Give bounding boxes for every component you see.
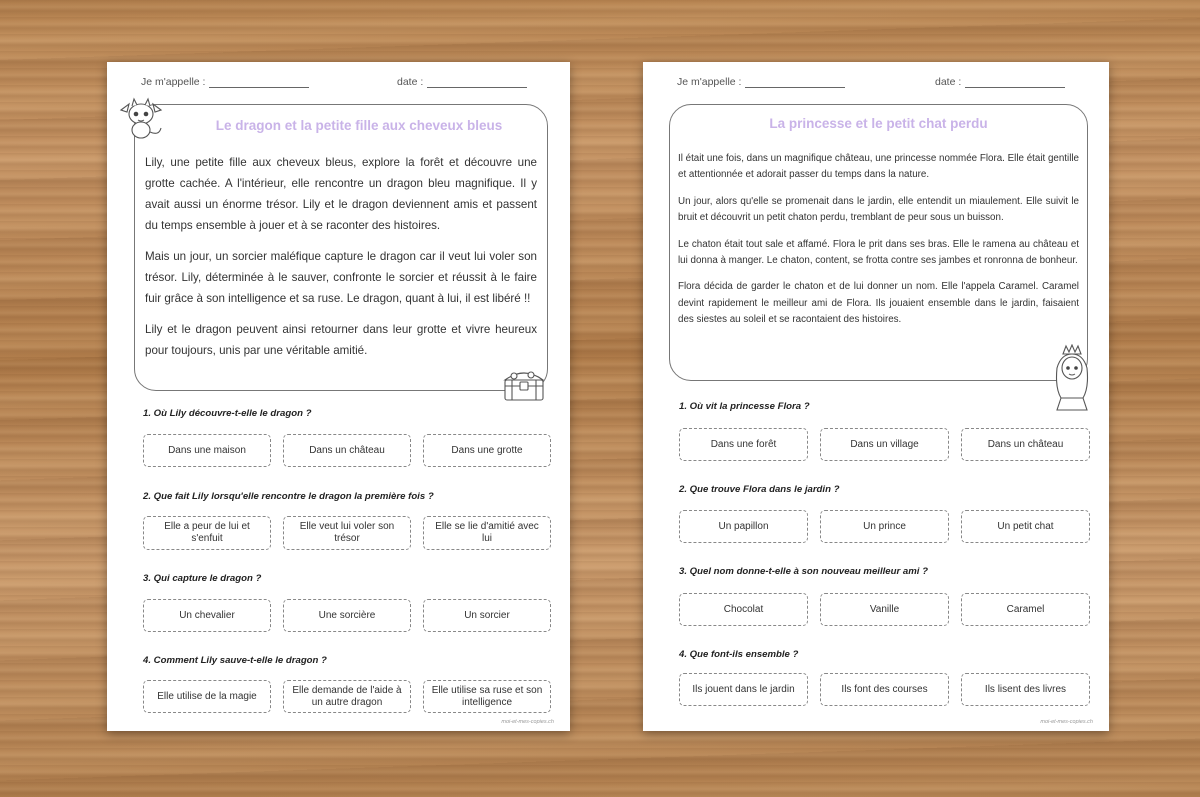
- question-2: 2. Que fait Lily lorsqu'elle rencontre le dragon la première fois ?: [143, 491, 434, 502]
- answer-option[interactable]: Dans une maison: [143, 434, 271, 467]
- answer-option[interactable]: Caramel: [961, 593, 1090, 626]
- answer-option[interactable]: Elle utilise sa ruse et son intelligence: [423, 680, 551, 713]
- story-text: [145, 152, 537, 361]
- name-label: Je m'appelle :: [677, 76, 742, 88]
- answer-option[interactable]: Dans un château: [283, 434, 411, 467]
- answer-option[interactable]: Ils font des courses: [820, 673, 949, 706]
- question-3: 3. Qui capture le dragon ?: [143, 573, 262, 584]
- answer-option[interactable]: Un prince: [820, 510, 949, 543]
- date-field[interactable]: [397, 76, 527, 88]
- story-box: [669, 104, 1088, 381]
- answer-option[interactable]: Elle a peur de lui et s'enfuit: [143, 516, 271, 550]
- credit: moi-et-mes-copies.ch: [1040, 719, 1093, 725]
- question-3: 3. Quel nom donne-t-elle à son nouveau meilleur ami ?: [679, 566, 928, 577]
- answer-option[interactable]: Ils lisent des livres: [961, 673, 1090, 706]
- story-box: [134, 104, 548, 391]
- name-label: Je m'appelle :: [141, 76, 206, 88]
- question-4: 4. Que font-ils ensemble ?: [679, 649, 799, 660]
- answer-option[interactable]: Dans un château: [961, 428, 1090, 461]
- story-paragraph: Lily, une petite fille aux cheveux bleus, explore la forêt et découvre une grotte cachée. A l'intérieur, elle rencontre un dragon bleu magnifique. Il y avait aussi un énorme trésor. Lily et le dragon deviennent amis et passent du temps ensemble à jouer et à se raconter des histoires.: [145, 156, 537, 232]
- name-field[interactable]: [141, 76, 309, 88]
- story-text: [678, 151, 1079, 329]
- answer-option[interactable]: Un chevalier: [143, 599, 271, 632]
- answer-option[interactable]: Dans une grotte: [423, 434, 551, 467]
- story-paragraph: Un jour, alors qu'elle se promenait dans le jardin, elle entendit un miaulement. Elle suivit le bruit et découvrit un petit chaton perdu, tremblant de peur sous un buisson.: [678, 195, 1079, 224]
- story-paragraph: Flora décida de garder le chaton et de lui donner un nom. Elle l'appela Caramel. Caramel devint rapidement le meilleur ami de Flora. Ils jouaient ensemble dans le jardin, faisaient des siestes au soleil et se racontaient des histoires.: [678, 281, 1079, 326]
- name-field[interactable]: [677, 76, 845, 88]
- treasure-chest-illustration: [500, 364, 548, 404]
- story-paragraph: Il était une fois, dans un magnifique château, une princesse nommée Flora. Elle était gentille et attentionnée et adorait passer du temps dans la nature.: [678, 153, 1079, 181]
- dragon-illustration: [117, 96, 165, 140]
- answer-option[interactable]: Elle demande de l'aide à un autre dragon: [283, 680, 411, 713]
- date-line[interactable]: [965, 77, 1065, 88]
- story-title: Le dragon et la petite fille aux cheveux bleus: [215, 118, 503, 133]
- story-paragraph: Lily et le dragon peuvent ainsi retourner dans leur grotte et vivre heureux pour toujours, unis par une véritable amitié.: [145, 323, 537, 357]
- answer-option[interactable]: Un petit chat: [961, 510, 1090, 543]
- credit: moi-et-mes-copies.ch: [501, 719, 554, 725]
- name-line[interactable]: [745, 77, 845, 88]
- answer-option[interactable]: Elle utilise de la magie: [143, 680, 271, 713]
- answer-option[interactable]: Elle se lie d'amitié avec lui: [423, 516, 551, 550]
- answer-option[interactable]: Dans un village: [820, 428, 949, 461]
- name-line[interactable]: [209, 77, 309, 88]
- answer-option[interactable]: Une sorcière: [283, 599, 411, 632]
- story-paragraph: Le chaton était tout sale et affamé. Flora le prit dans ses bras. Elle le ramena au château et lui donna à manger. Le chaton, content, se frotta contre ses jambes et ronronna de bonheur.: [678, 238, 1079, 267]
- answer-option[interactable]: Dans une forêt: [679, 428, 808, 461]
- question-2: 2. Que trouve Flora dans le jardin ?: [679, 484, 840, 495]
- date-label: date :: [935, 76, 962, 88]
- date-label: date :: [397, 76, 424, 88]
- answer-option[interactable]: Elle veut lui voler son trésor: [283, 516, 411, 550]
- story-title: La princesse et le petit chat perdu: [769, 116, 988, 131]
- answer-option[interactable]: Chocolat: [679, 593, 808, 626]
- date-field[interactable]: [935, 76, 1065, 88]
- answer-option[interactable]: Un sorcier: [423, 599, 551, 632]
- princess-illustration: [1047, 344, 1097, 412]
- story-paragraph: Mais un jour, un sorcier maléfique capture le dragon car il veut lui voler son trésor. Lily, déterminée à le sauver, confronte le sorcier et réussit à le faire fuir grâce à son intelligence et sa ruse. Le dragon, quant à lui, il est libéré !!: [145, 250, 537, 305]
- worksheet-dragon: [107, 62, 570, 731]
- answer-option[interactable]: Ils jouent dans le jardin: [679, 673, 808, 706]
- date-line[interactable]: [427, 77, 527, 88]
- question-4: 4. Comment Lily sauve-t-elle le dragon ?: [143, 655, 327, 666]
- answer-option[interactable]: Vanille: [820, 593, 949, 626]
- question-1: 1. Où vit la princesse Flora ?: [679, 401, 810, 412]
- question-1: 1. Où Lily découvre-t-elle le dragon ?: [143, 408, 312, 419]
- answer-option[interactable]: Un papillon: [679, 510, 808, 543]
- worksheet-princess: [643, 62, 1109, 731]
